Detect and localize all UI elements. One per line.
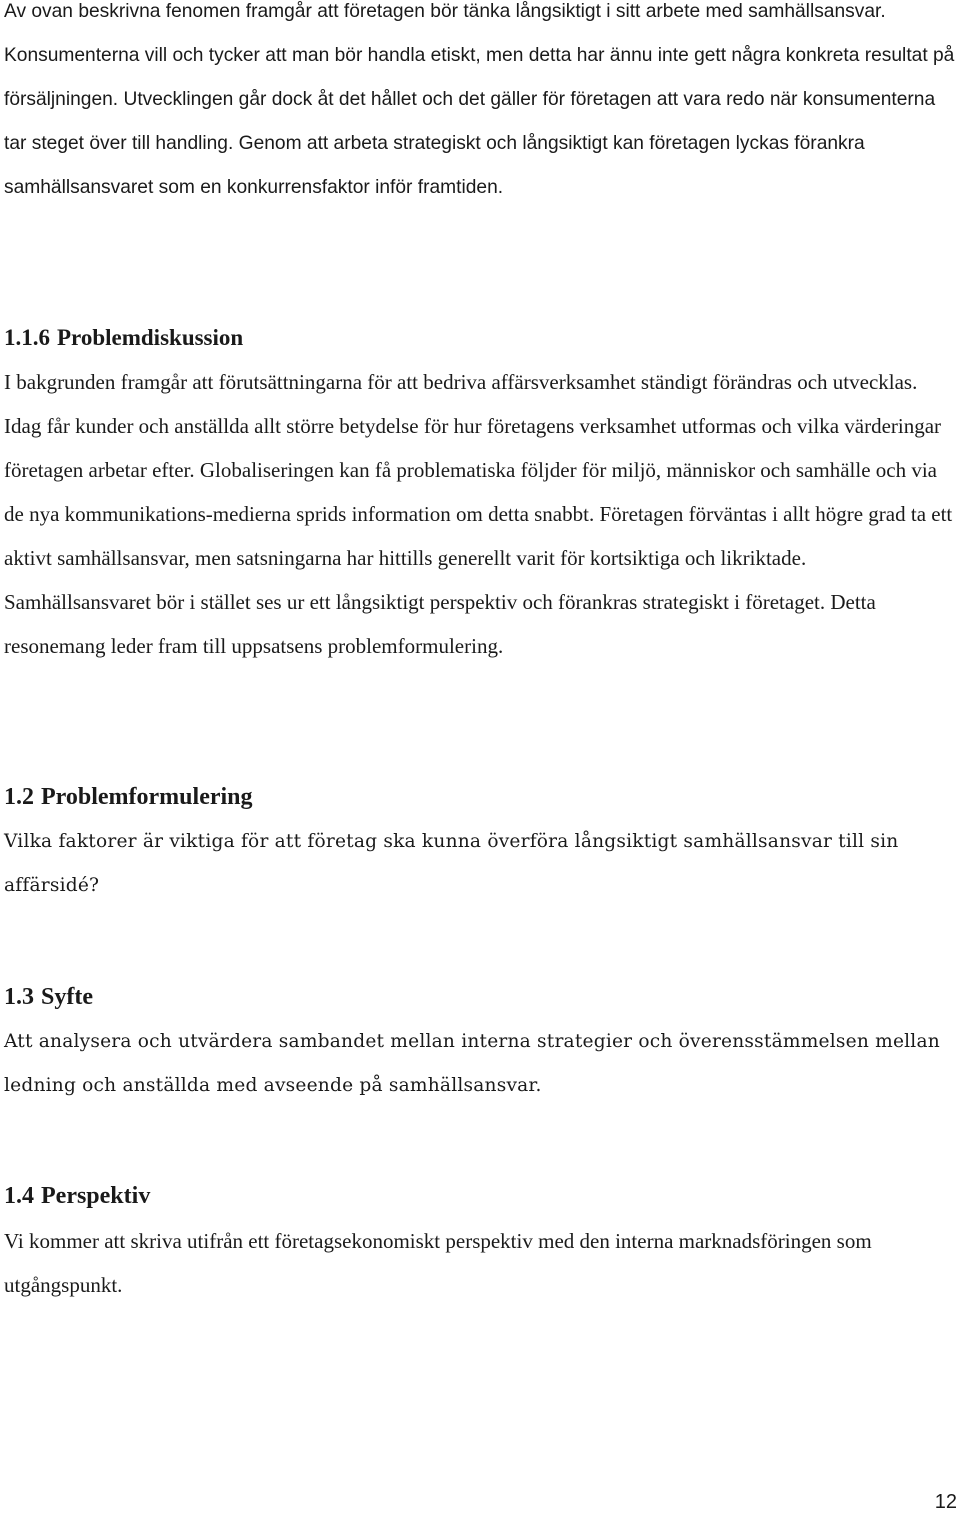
section-title: Syfte	[41, 984, 93, 1010]
problemformulering-paragraph	[4, 820, 956, 908]
intro-paragraph-text: Av ovan beskrivna fenomen framgår att företagen bör tänka långsiktigt i sitt arbete med samhällsansvar. Konsumenterna vill och tycker att man bör handla etiskt, men detta har ännu inte gett några konkreta resultat på försäljningen. Utvecklingen går dock åt det hållet och det gäller för företagen att vara redo när konsumenterna tar steget över till handling. Genom att arbeta strategiskt och långsiktigt kan företagen lyckas förankra samhällsansvaret som en konkurrensfaktor inför framtiden.	[4, 1, 955, 198]
section-title: Problemformulering	[41, 784, 253, 810]
section-number: 1.3	[4, 984, 34, 1010]
syfte-text: Att analysera och utvärdera sambandet mellan interna strategier och överensstämmelsen mellan ledning och anställda med avseende på samhällsansvar.	[4, 1031, 940, 1096]
page-number: 12	[934, 1491, 957, 1513]
intro-paragraph	[4, 0, 956, 210]
section-number: 1.2	[4, 784, 34, 810]
perspektiv-paragraph	[4, 1219, 956, 1307]
section-heading-perspektiv	[4, 1181, 150, 1211]
problemformulering-text: Vilka faktorer är viktiga för att företag ska kunna överföra långsiktigt samhällsansvar till sin affärsidé?	[4, 831, 899, 896]
section-heading-problemformulering	[4, 782, 253, 812]
perspektiv-text: Vi kommer att skriva utifrån ett företagsekonomiskt perspektiv med den interna marknadsföringen som utgångspunkt.	[4, 1229, 872, 1297]
problemdiskussion-text: I bakgrunden framgår att förutsättningarna för att bedriva affärsverksamhet ständigt förändras och utvecklas. Idag får kunder och anställda allt större betydelse för hur företagens verksamhet utformas och vilka värderingar företagen arbetar efter. Globaliseringen kan få problematiska följder för miljö, människor och samhälle och via de nya kommunikations-medierna sprids information om detta snabbt. Företagen förväntas i allt högre grad ta ett aktivt samhällsansvar, men satsningarna har hittills generellt varit för kortsiktiga och likriktade. Samhällsansvaret bör i stället ses ur ett långsiktigt perspektiv och förankras strategiskt i företaget. Detta resonemang leder fram till uppsatsens problemformulering.	[4, 370, 953, 658]
problemdiskussion-paragraph	[4, 360, 956, 668]
syfte-paragraph	[4, 1020, 956, 1108]
section-number: 1.1.6	[4, 325, 50, 350]
section-title: Perspektiv	[41, 1183, 151, 1209]
section-heading-problemdiskussion	[4, 323, 243, 353]
section-number: 1.4	[4, 1183, 34, 1209]
section-title: Problemdiskussion	[57, 325, 244, 350]
section-heading-syfte	[4, 982, 93, 1012]
